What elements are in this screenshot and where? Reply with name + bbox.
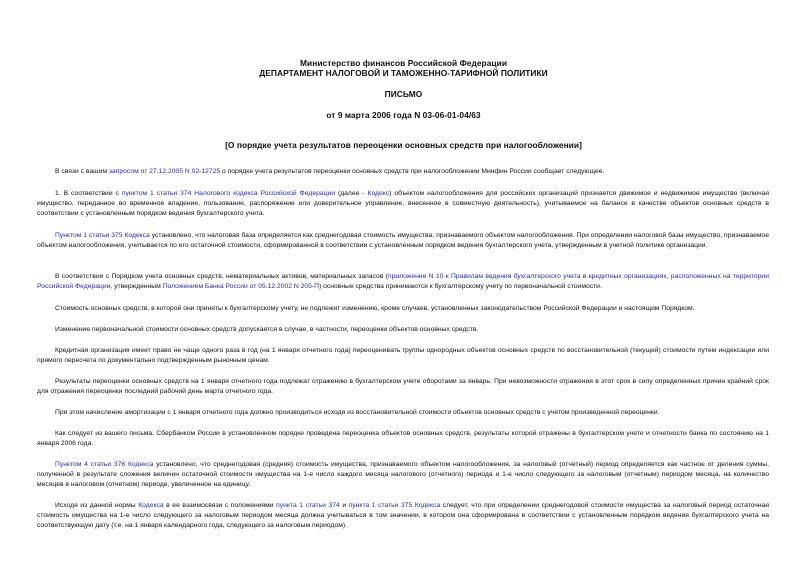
link-art-376[interactable]: Пунктом 4 статьи 376 Кодекса xyxy=(55,461,154,468)
link-art-375-p1[interactable]: пункта 1 статьи 375 Кодекса xyxy=(348,502,441,509)
text-segment: Изменение первоначальной стоимости основных средств допускается в случае, в частности, переоценки объектов основных средств. xyxy=(55,326,479,333)
link-code[interactable]: Кодекса xyxy=(138,502,164,509)
document-type: ПИСЬМО xyxy=(384,89,423,99)
text-segment: установлено, что налоговая база определяется как среднегодовая стоимость имущества, признаваемого объектом налогообложения. При определении налоговой базы имущество, признаваемое объектом налогообложения, учитывается по его остаточной стоимости, сформированной в соответствии с установленным порядком ведения бухгалтерского учета, утвержденным в учетной политике организации. xyxy=(37,232,769,250)
link-bank-regulation[interactable]: Положением Банка России от 05.12.2002 N 205-П xyxy=(162,283,319,291)
paragraph-5 xyxy=(37,304,769,314)
link-code[interactable]: Кодекс xyxy=(367,190,390,197)
paragraph-3 xyxy=(37,231,769,251)
text-segment: ) основные средства принимаются к бухгалтерскому учету по первоначальной стоимости. xyxy=(319,283,602,291)
paragraph-4 xyxy=(37,272,769,292)
text-segment: В соответствии с Порядком учета основных средств, нематериальных активов, материальных запасов ( xyxy=(55,273,388,280)
text-segment: о порядке учета результатов переоценки основных средств при налогообложении Минфин России сообщает следующее. xyxy=(220,168,605,175)
text-segment: в ее взаимосвязи с положениями xyxy=(163,502,277,509)
paragraph-6 xyxy=(37,325,769,335)
text-segment: Кредитная организация имеет право не чаще одного раза в год (на 1 января отчетного года) переоценивать группы однородных объектов основных средств по восстановительной (текущей) стоимости путем индексации или прямого пересчета по документально подтвержденным рыночным ценам. xyxy=(37,347,769,365)
text-segment: 1. В соответствии с xyxy=(55,190,122,197)
document-subject: [О порядке учета результатов переоценки основных средств при налогообложении] xyxy=(225,140,582,150)
text-segment: При этом начисление амортизации с 1 января отчетного года должно производиться исходя из восстановительной стоимости объектов основных средств с учетом произведенной переоценки. xyxy=(55,409,660,416)
paragraph-9 xyxy=(37,408,769,418)
text-segment: Стоимость основных средств, в которой они приняты к бухгалтерскому учету, не подлежит изменению, кроме случаев, установленных законодательством Российской Федерации и настоящим Порядком. xyxy=(55,305,695,312)
link-art-375[interactable]: Пунктом 1 статьи 375 Кодекса xyxy=(55,232,150,239)
link-art-374-p1[interactable]: пункта 1 статьи 374 xyxy=(276,502,340,509)
document-date-number: от 9 марта 2006 года N 03-06-01-04/63 xyxy=(326,110,481,120)
text-segment: В связи с вашим xyxy=(55,168,109,175)
text-segment: (далее - xyxy=(335,190,368,197)
paragraph-11 xyxy=(37,460,769,491)
link-request[interactable]: запросом от 27.12.2005 N 02-12725 xyxy=(108,168,221,175)
text-segment: следует, что при определении среднегодовой стоимости имущества за налоговый период остаточная стоимость имущества на 1-е число следующего за налоговым периодом месяца должна учитываться в том значении, в котором она сформирована в соответствии с установленным порядком ведения бухгалтерского учета на соответствующую дату (т.е. на 1 января календарного года, следующего за налоговым периодом). xyxy=(37,502,769,530)
text-segment: Исходя из данной нормы xyxy=(55,502,139,509)
text-segment: установлено, что среднегодовая (средняя) стоимость имущества, признаваемого объектом налогообложения, за налоговый (отчетный) период определяется как частное от деления суммы, полученной в результате сложения величин остаточной стоимости имущества на 1-е число каждого месяца налогового (отчетного) периода и 1-е число следующего за налоговым (отчетным) периодом месяца, на количество месяцев в налоговом (отчетном) периоде, увеличенное на единицу. xyxy=(37,461,769,489)
paragraph-8 xyxy=(37,377,769,397)
paragraph-12 xyxy=(37,501,769,532)
ministry-name: Министерство финансов Российской Федерации xyxy=(299,58,508,68)
link-tax-code-art-374[interactable]: пунктом 1 статьи 374 Налогового кодекса Российской Федерации xyxy=(121,190,335,197)
text-segment: Как следует из вашего письма, Сбербанком России в установленном порядке проведена переоценка объектов основных средств, результаты которой отражены в бухгалтерском учете и отчетности банка по состоянию на 1 января 2006 года. xyxy=(37,430,769,448)
text-segment: , утвержденным xyxy=(110,283,163,291)
paragraph-10 xyxy=(37,429,769,449)
text-segment: и xyxy=(339,502,349,509)
link-appendix-10[interactable]: приложение N 10 к Правилам ведения бухгалтерского учета в кредитных организациях, расположенных на территории Российской Федерации xyxy=(37,273,769,291)
text-segment: ) объектом налогообложения для российских организаций признается движимое и недвижимое имущество (включая имущество, переданное во временное владение, пользование, распоряжение или доверительное управление, внесенное в совместную деятельность), учитываемое на балансе в качестве объектов основных средств в соответствии с установленным порядком ведения бухгалтерского учета. xyxy=(37,190,769,218)
paragraph-1 xyxy=(37,167,769,177)
department-name: ДЕПАРТАМЕНТ НАЛОГОВОЙ И ТАМОЖЕННО-ТАРИФНОЙ ПОЛИТИКИ xyxy=(259,68,548,78)
paragraph-7 xyxy=(37,346,769,366)
text-segment: Результаты переоценки основных средств на 1 января отчетного года подлежат отражению в бухгалтерском учете оборотами за январь. При невозможности отражения в этот срок в силу определенных причин крайний срок для отражения переоценки последний рабочий день марта отчетного года. xyxy=(37,378,769,396)
paragraph-2 xyxy=(37,189,769,220)
